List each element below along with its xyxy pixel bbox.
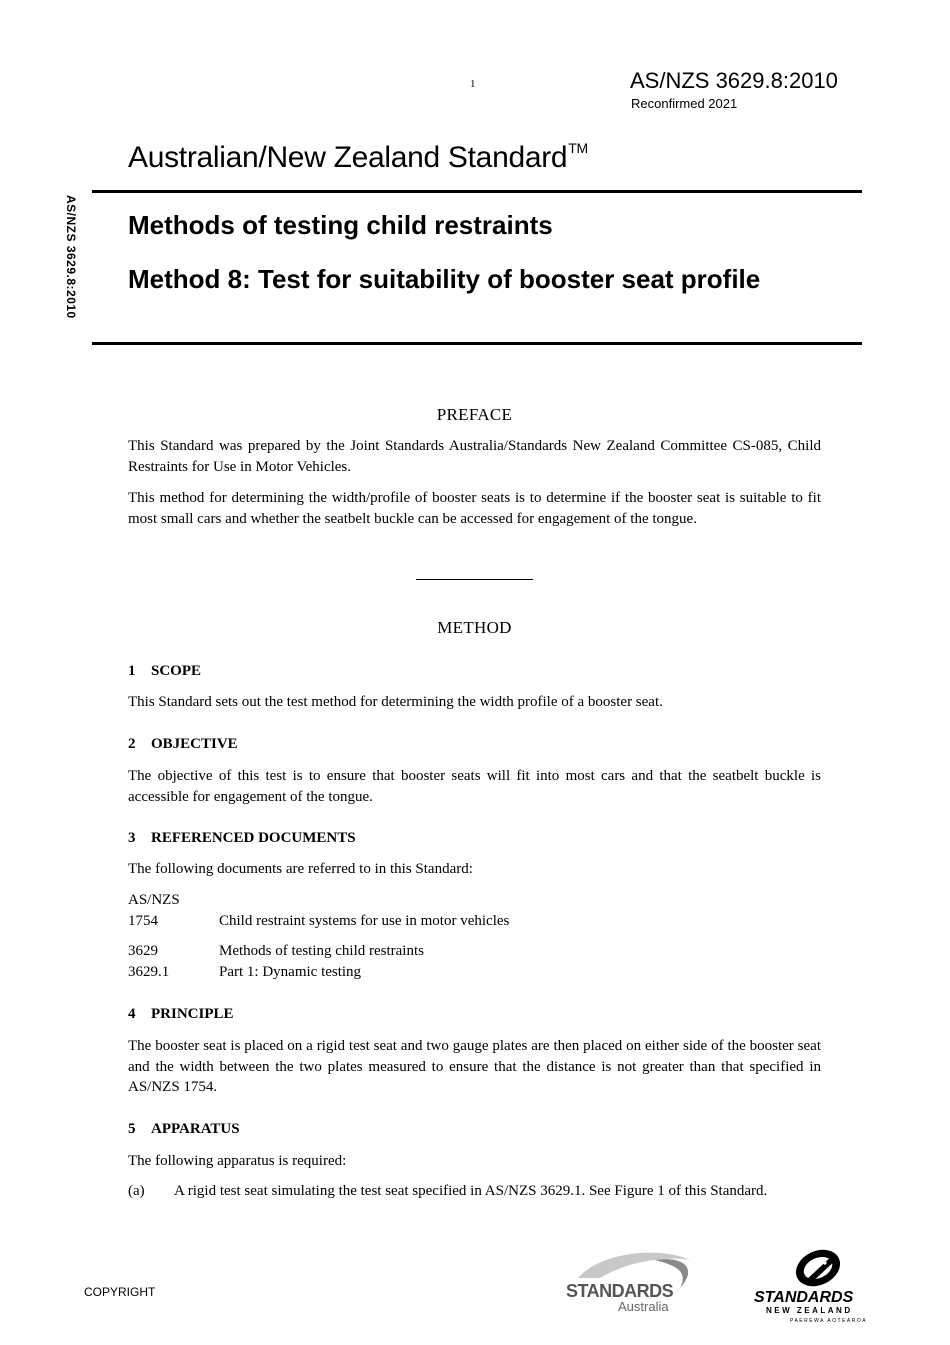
- section-heading-scope: [128, 663, 201, 680]
- section-text-apparatus: The following apparatus is required:: [128, 1153, 347, 1169]
- svg-text:STANDARDS: STANDARDS: [566, 1281, 674, 1301]
- section-text-principle: The booster seat is placed on a rigid test seat and two gauge plates are then placed on either side of the booster seat and the width between the two plates measured to ensure that the distance is not greater than that specified in AS/NZS 1754.: [128, 1038, 821, 1095]
- section-title: OBJECTIVE: [151, 736, 238, 752]
- standard-id: AS/NZS 3629.8:2010: [630, 68, 838, 93]
- svg-text:Australia: Australia: [618, 1299, 669, 1314]
- title-rule-bottom: [92, 342, 862, 345]
- document-title: Methods of testing child restraints: [128, 210, 553, 240]
- reference-code: 3629: [128, 943, 158, 959]
- section-heading-objective: [128, 736, 238, 753]
- reference-item: [128, 962, 361, 983]
- section-heading-references: [128, 830, 356, 847]
- standards-new-zealand-logo: [752, 1248, 892, 1323]
- trademark-mark: TM: [568, 140, 588, 156]
- series-title: [128, 140, 588, 175]
- preface-paragraph-2: This method for determining the width/profile of booster seats is to determine if the booster seat is suitable to fit most small cars and whether the seatbelt buckle can be accessed for engagement of the tongue.: [128, 490, 821, 527]
- side-standard-label: AS/NZS 3629.8:2010: [64, 195, 78, 319]
- preface-paragraph-1: This Standard was prepared by the Joint Standards Australia/Standards New Zealand Committee CS-085, Child Restraints for Use in Motor Vehicles.: [128, 438, 821, 475]
- section-heading-apparatus: [128, 1121, 240, 1138]
- section-title: SCOPE: [151, 663, 202, 679]
- reference-code: 1754: [128, 913, 158, 929]
- reference-item: [128, 911, 509, 932]
- svg-text:STANDARDS: STANDARDS: [754, 1289, 854, 1306]
- reference-title: Part 1: Dynamic testing: [219, 964, 362, 980]
- standards-australia-logo: [560, 1248, 730, 1318]
- section-number: 4: [128, 1006, 136, 1022]
- section-text-objective: The objective of this test is to ensure that booster seats will fit into most cars and that the seatbelt buckle is accessible for engagement of the tongue.: [128, 768, 821, 805]
- reference-prefix: AS/NZS: [128, 892, 180, 908]
- section-text-references: The following documents are referred to in this Standard:: [128, 861, 473, 877]
- title-rule-top: [92, 190, 862, 193]
- section-title: APPARATUS: [151, 1121, 240, 1137]
- apparatus-item-text: A rigid test seat simulating the test seat specified in AS/NZS 3629.1. See Figure 1 of this Standard.: [174, 1183, 768, 1199]
- section-number: 1: [128, 663, 136, 679]
- reference-item: [128, 941, 424, 962]
- section-divider: [416, 579, 533, 580]
- apparatus-item: [128, 1181, 821, 1202]
- section-number: 5: [128, 1121, 136, 1137]
- section-number: 2: [128, 736, 136, 752]
- section-number: 3: [128, 830, 136, 846]
- section-title: PRINCIPLE: [151, 1006, 234, 1022]
- reference-title: Methods of testing child restraints: [219, 943, 424, 959]
- preface-heading: PREFACE: [436, 405, 513, 424]
- section-text-scope: This Standard sets out the test method for determining the width profile of a booster seat.: [128, 694, 663, 710]
- reference-code: 3629.1: [128, 964, 170, 980]
- svg-text:PAEREWA AOTEAROA: PAEREWA AOTEAROA: [790, 1318, 868, 1323]
- svg-text:NEW ZEALAND: NEW ZEALAND: [766, 1306, 853, 1315]
- section-heading-principle: [128, 1006, 234, 1023]
- page-number: 1: [470, 78, 476, 90]
- method-heading: METHOD: [437, 618, 512, 637]
- reconfirmed-label: Reconfirmed 2021: [631, 96, 738, 111]
- reference-title: Child restraint systems for use in motor vehicles: [219, 913, 510, 929]
- method-title: Method 8: Test for suitability of booster seat profile: [128, 264, 761, 294]
- apparatus-item-label: (a): [128, 1183, 145, 1199]
- section-title: REFERENCED DOCUMENTS: [151, 830, 356, 846]
- series-title-text: Australian/New Zealand Standard: [128, 141, 568, 174]
- copyright-label: COPYRIGHT: [84, 1285, 156, 1299]
